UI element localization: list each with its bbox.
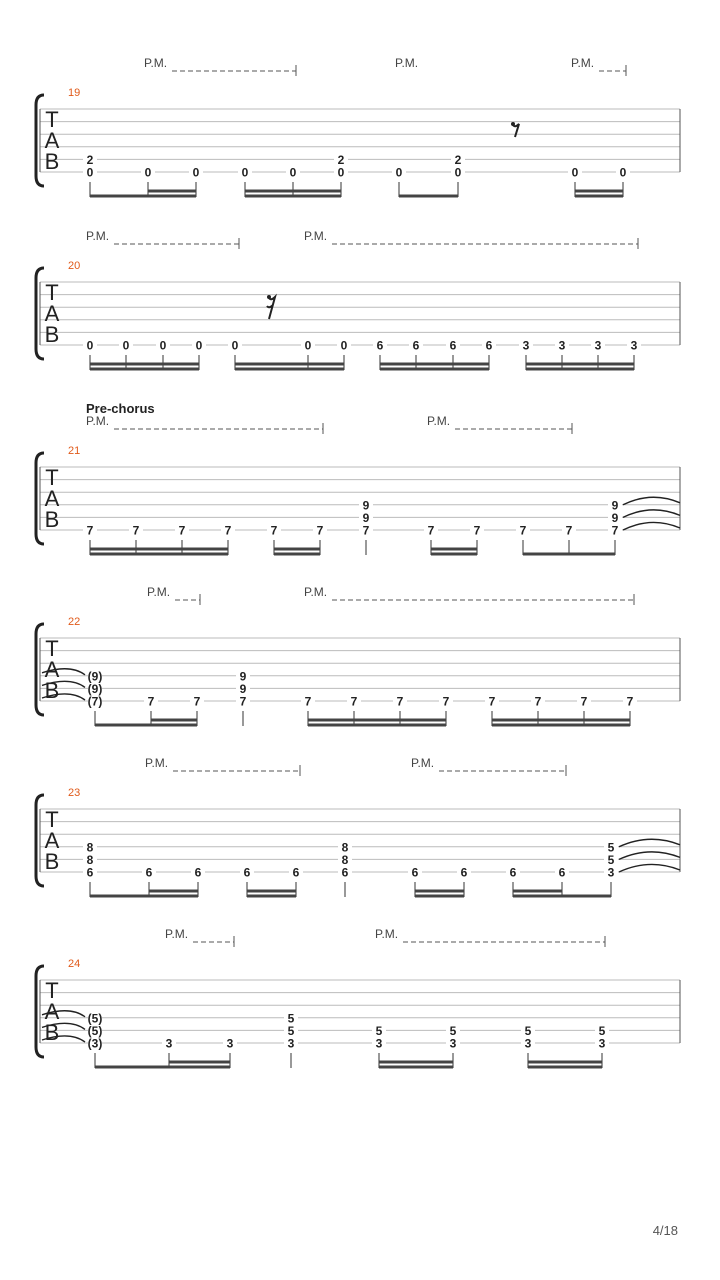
measure-number: 23 [68,787,81,799]
palm-mute-label: P.M. [427,414,451,428]
fret-number: 6 [243,865,251,880]
fret-number: 3 [449,1036,457,1051]
fret-number: 7 [132,523,140,538]
tab-clef-letter: T [45,978,59,1003]
fret-number: 9 [362,498,370,513]
fret-number: 3 [375,1036,383,1051]
fret-number: 7 [473,523,481,538]
fret-number: 0 [340,338,348,353]
fret-number: 0 [395,165,403,180]
fret-number: 7 [534,694,542,709]
fret-number: 3 [607,865,615,880]
fret-number: (9) [87,681,103,696]
fret-number: 5 [287,1011,295,1026]
fret-number: 0 [619,165,627,180]
tie-arc-out [623,510,680,518]
fret-number: 8 [86,840,94,855]
fret-number: 6 [292,865,300,880]
fret-number: 6 [449,338,457,353]
tab-clef-letter: B [44,849,60,874]
fret-number: 2 [86,152,94,167]
fret-number: 9 [239,681,247,696]
tab-clef-letter: A [44,301,60,326]
fret-number: 6 [509,865,517,880]
fret-number: 0 [122,338,130,353]
tie-arc-out [619,839,680,847]
fret-number: 7 [86,523,94,538]
fret-number: 3 [287,1036,295,1051]
fret-number: 8 [341,852,349,867]
fret-number: 2 [337,152,345,167]
fret-number: 3 [630,338,638,353]
fret-number: 0 [86,338,94,353]
palm-mute-label: P.M. [147,585,171,599]
fret-number: 7 [565,523,573,538]
fret-number: (7) [87,694,103,709]
fret-number: 0 [231,338,239,353]
fret-number: 7 [350,694,358,709]
fret-number: 3 [598,1036,606,1051]
fret-number: 7 [519,523,527,538]
fret-number: 8 [341,840,349,855]
fret-number: 9 [611,498,619,513]
fret-number: 0 [304,338,312,353]
fret-number: 6 [460,865,468,880]
fret-number: 0 [159,338,167,353]
fret-number: 6 [411,865,419,880]
fret-number: 6 [376,338,384,353]
measure-number: 22 [68,616,81,628]
palm-mute-label: P.M. [145,756,169,770]
fret-number: 0 [454,165,462,180]
fret-number: 9 [611,510,619,525]
fret-number: 3 [524,1036,532,1051]
fret-number: 9 [362,510,370,525]
fret-number: 6 [558,865,566,880]
fret-number: 7 [611,523,619,538]
tab-clef-letter: B [44,1020,60,1045]
fret-number: 6 [194,865,202,880]
tie-arc-out [619,864,680,872]
palm-mute-label: P.M. [395,56,419,70]
fret-number: 6 [86,865,94,880]
eighth-rest [513,124,519,137]
fret-number: 2 [454,152,462,167]
fret-number: 7 [427,523,435,538]
fret-number: 9 [239,669,247,684]
fret-number: 7 [626,694,634,709]
fret-number: 3 [165,1036,173,1051]
tab-clef-letter: A [44,128,60,153]
tab-clef-letter: A [44,657,60,682]
fret-number: 7 [178,523,186,538]
eighth-rest-dot [511,122,515,126]
fret-number: 3 [594,338,602,353]
fret-number: 8 [86,852,94,867]
fret-number: 0 [144,165,152,180]
fret-number: 5 [524,1023,532,1038]
tie-arc-out [623,497,680,505]
fret-number: 3 [522,338,530,353]
fret-number: 7 [316,523,324,538]
measure-number: 19 [68,87,81,99]
tab-clef-letter: A [44,486,60,511]
fret-number: 6 [485,338,493,353]
tab-clef-letter: B [44,149,60,174]
fret-number: 7 [147,694,155,709]
tie-arc-out [619,852,680,860]
fret-number: 0 [86,165,94,180]
fret-number: 3 [558,338,566,353]
fret-number: 7 [193,694,201,709]
fret-number: 5 [287,1023,295,1038]
measure-number: 20 [68,260,81,272]
tab-clef-letter: T [45,465,59,490]
fret-number: 6 [145,865,153,880]
tab-clef-letter: T [45,280,59,305]
tab-clef-letter: A [44,828,60,853]
fret-number: (9) [87,669,103,684]
measure-number: 21 [68,445,81,457]
section-label: Pre-chorus [86,401,155,416]
fret-number: 7 [362,523,370,538]
palm-mute-label: P.M. [86,229,110,243]
page-number: 4/18 [652,1223,678,1238]
fret-number: 0 [337,165,345,180]
palm-mute-label: P.M. [144,56,168,70]
tab-clef-letter: T [45,807,59,832]
fret-number: (5) [87,1011,103,1026]
measure-number: 24 [68,958,81,970]
fret-number: (3) [87,1036,103,1051]
fret-number: 5 [607,840,615,855]
fret-number: 7 [580,694,588,709]
fret-number: 6 [412,338,420,353]
palm-mute-label: P.M. [375,927,399,941]
fret-number: 7 [442,694,450,709]
fret-number: 6 [341,865,349,880]
fret-number: 0 [571,165,579,180]
fret-number: 5 [598,1023,606,1038]
palm-mute-label: P.M. [304,229,328,243]
fret-number: 7 [396,694,404,709]
sixteenth-rest [267,297,275,319]
fret-number: 7 [239,694,247,709]
fret-number: 0 [289,165,297,180]
fret-number: 7 [224,523,232,538]
tie-arc-out [623,522,680,530]
tab-clef-letter: B [44,678,60,703]
fret-number: 0 [241,165,249,180]
tab-clef-letter: B [44,507,60,532]
fret-number: 3 [226,1036,234,1051]
fret-number: 5 [607,852,615,867]
palm-mute-label: P.M. [411,756,435,770]
tab-clef-letter: B [44,322,60,347]
sixteenth-rest-dot [267,295,271,299]
fret-number: 0 [195,338,203,353]
fret-number: 7 [270,523,278,538]
fret-number: 7 [304,694,312,709]
palm-mute-label: P.M. [165,927,189,941]
fret-number: 5 [375,1023,383,1038]
fret-number: (5) [87,1023,103,1038]
palm-mute-label: P.M. [86,414,110,428]
tab-clef-letter: T [45,636,59,661]
fret-number: 0 [192,165,200,180]
fret-number: 5 [449,1023,457,1038]
tab-clef-letter: A [44,999,60,1024]
tab-clef-letter: T [45,107,59,132]
fret-number: 7 [488,694,496,709]
palm-mute-label: P.M. [304,585,328,599]
palm-mute-label: P.M. [571,56,595,70]
